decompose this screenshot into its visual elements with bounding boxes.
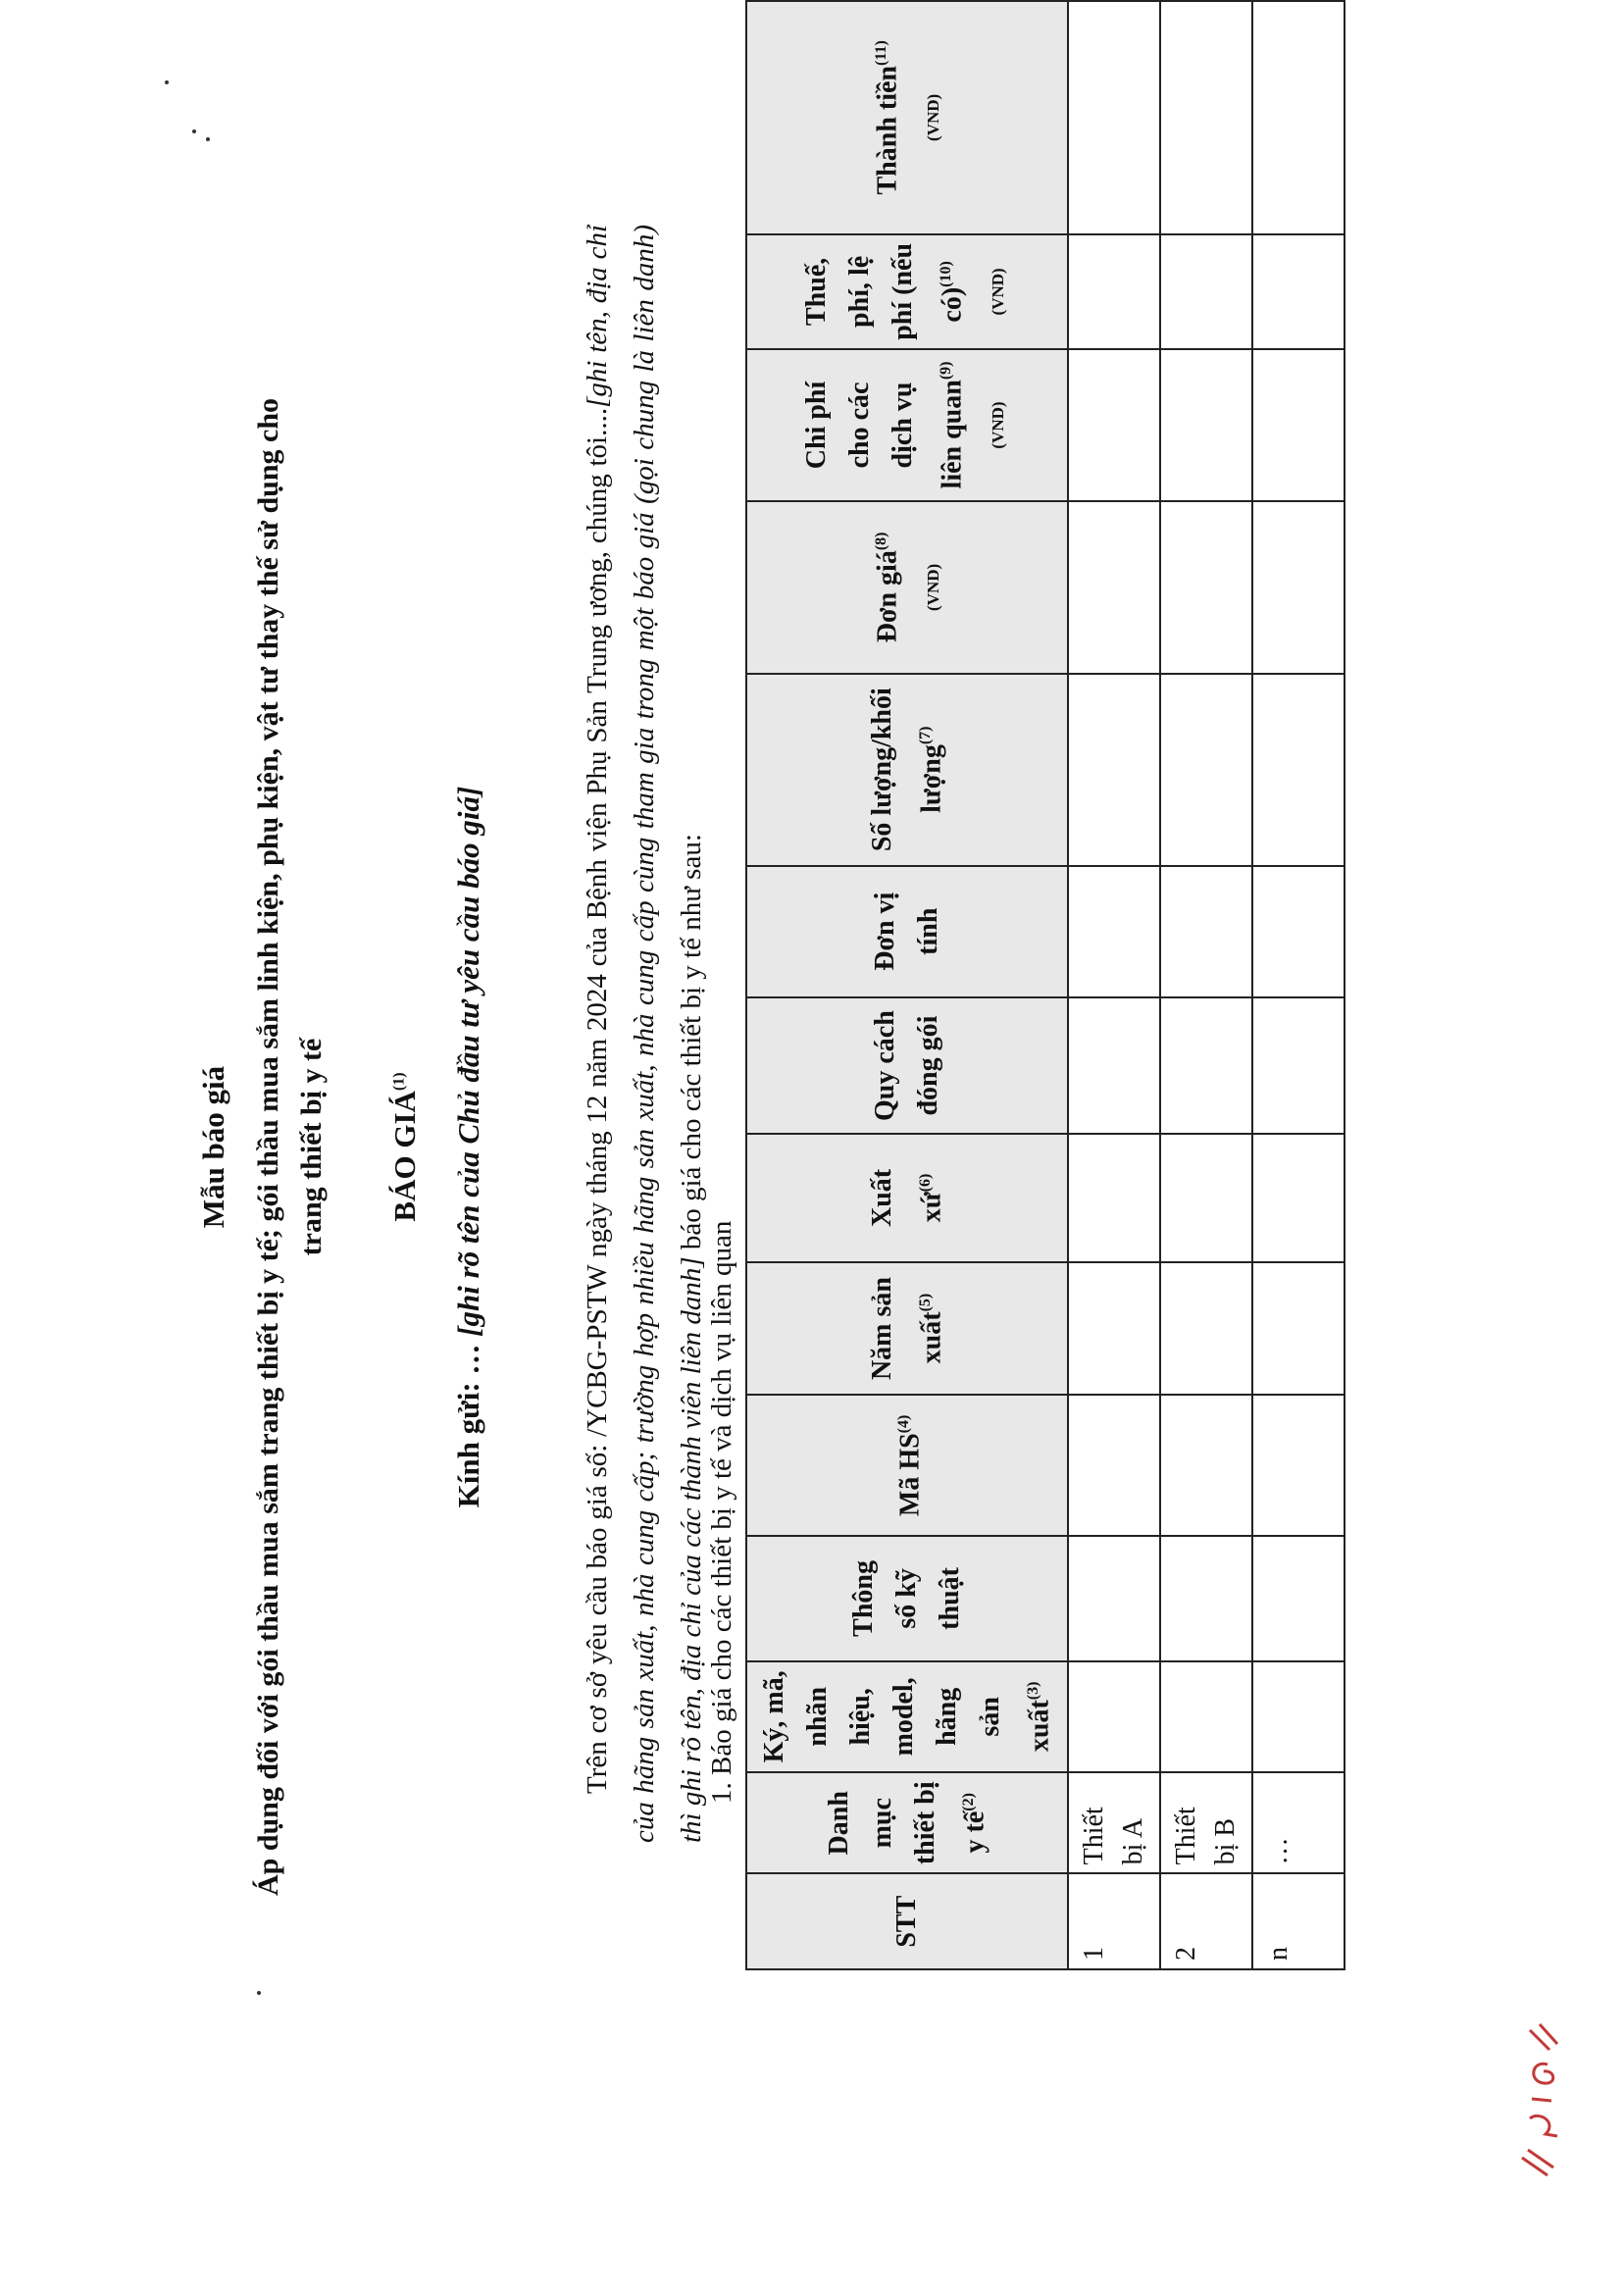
table-cell (1068, 1395, 1160, 1536)
table-cell (1252, 674, 1345, 866)
table-cell (1160, 1, 1252, 234)
table-cell: Thiết bị A (1068, 1772, 1160, 1873)
table-cell (1252, 1395, 1345, 1536)
table-cell (1252, 1134, 1345, 1261)
table-cell (1252, 1262, 1345, 1396)
table-cell (1252, 349, 1345, 501)
table-cell (1068, 234, 1160, 349)
intro-text-2: báo giá cho các thiết bị y tế như sau: (676, 834, 707, 1257)
header-cell (746, 501, 1068, 674)
table-cell (1252, 997, 1345, 1134)
header-note: (8) (872, 532, 889, 551)
scan-speck (192, 129, 196, 133)
header-cell (746, 1262, 1068, 1396)
table-row (1068, 1, 1160, 1969)
table-cell (1252, 1, 1345, 234)
recipient-line (451, 0, 486, 2294)
table-cell (1160, 349, 1252, 501)
table-cell: n (1252, 1873, 1345, 1969)
table-cell (1068, 1536, 1160, 1660)
table-cell (1160, 866, 1252, 997)
header-text: Danh mục thiết bị y tế (824, 1781, 990, 1865)
header-text: Chi phí cho các dịch vụ liên quan (800, 380, 967, 489)
currency-unit: (VND) (988, 401, 1007, 449)
intro-text-1: Trên cơ sở yêu cầu báo giá số: /YCBG-PSTW ngày tháng 12 năm 2024 của Bệnh viện Phụ Sản Trung ương, chúng tôi.... (582, 407, 613, 1794)
header-cell (746, 1873, 1068, 1969)
header-cell (746, 234, 1068, 349)
table-cell: 2 (1160, 1873, 1252, 1969)
applicability-line-1: Áp dụng đối với gói thầu mua sắm trang thiết bị y tế; gói thầu mua sắm linh kiện, phụ kiện, vật tư thay thế sử dụng cho (252, 397, 284, 1897)
header-cell (746, 1134, 1068, 1261)
table-cell (1252, 1661, 1345, 1773)
table-cell (1252, 866, 1345, 997)
header-cell (746, 1772, 1068, 1873)
scan-speck (257, 1991, 261, 1995)
table-cell (1252, 234, 1345, 349)
intro-paragraph (574, 225, 715, 1843)
table-row (1252, 1, 1345, 1969)
header-note: (6) (917, 1173, 934, 1193)
document-title (387, 0, 423, 2294)
scan-speck (206, 137, 210, 141)
header-note: (2) (960, 1793, 977, 1811)
header-text: Năm sản xuất (867, 1277, 947, 1381)
header-text: Quy cách đóng gói (870, 1010, 944, 1121)
header-note: (4) (895, 1414, 912, 1434)
table-cell (1068, 349, 1160, 501)
table-cell (1068, 1134, 1160, 1261)
header-cell (746, 1536, 1068, 1660)
header-text: STT (891, 1895, 923, 1948)
table-cell (1252, 1536, 1345, 1660)
header-text: Đơn giá (871, 550, 902, 643)
header-text: Ký, mã, nhãn hiệu, model, hãng sản xuất (759, 1670, 1055, 1763)
table-cell (1160, 501, 1252, 674)
form-title: Mẫu báo giá (196, 1065, 230, 1229)
table-cell (1160, 1536, 1252, 1660)
header-text: Thông số kỹ thuật (848, 1560, 966, 1637)
table-cell: … (1252, 1772, 1345, 1873)
header-note: (10) (937, 261, 954, 287)
header-text: Xuất xứ (867, 1168, 947, 1228)
header-text: Thuế, phí, lệ phí (nếu có) (800, 242, 967, 340)
applicability-line-2: trang thiết bị y tế (295, 1038, 328, 1256)
currency-unit: (VND) (988, 268, 1007, 316)
table-row (1160, 1, 1252, 1969)
header-note: (5) (917, 1293, 934, 1312)
recipient-label: Kính gửi: … (451, 1344, 485, 1508)
table-header-row (746, 1, 1068, 1969)
intro-text-italic: [ghi tên, địa chỉ của hãng sản xuất, nhà cung cấp; trường hợp nhiều hãng sản xuất, nhà cung cấp cùng tham gia trong một báo giá (gọi chung là liên danh) thì ghi rõ tên, địa chỉ của các thành viên liên danh] (582, 225, 707, 1843)
header-text: Mã HS (894, 1433, 926, 1517)
header-text: Đơn vị tính (870, 892, 944, 971)
handwritten-mark-icon (1510, 2020, 1569, 2187)
header-note: (3) (1025, 1681, 1041, 1701)
table-cell (1252, 501, 1345, 674)
header-cell (746, 997, 1068, 1134)
header-note: (7) (917, 726, 934, 745)
header-cell (746, 674, 1068, 866)
header-cell (746, 1, 1068, 234)
header-note: (9) (937, 361, 954, 381)
table-cell (1160, 1395, 1252, 1536)
table-cell (1068, 674, 1160, 866)
header-cell (746, 866, 1068, 997)
document-title-text: BÁO GIÁ (387, 1091, 422, 1222)
header-text: Thành tiền (871, 66, 902, 195)
table-cell (1068, 501, 1160, 674)
table-cell (1068, 1262, 1160, 1396)
header-note: (11) (872, 40, 889, 66)
table-cell (1160, 997, 1252, 1134)
table-cell: 1 (1068, 1873, 1160, 1969)
table-cell (1160, 1134, 1252, 1261)
table-cell: Thiết bị B (1160, 1772, 1252, 1873)
document-title-note: (1) (390, 1072, 408, 1092)
header-cell (746, 349, 1068, 501)
scan-speck (165, 80, 169, 84)
header-cell (746, 1395, 1068, 1536)
table-cell (1068, 1, 1160, 234)
table-cell (1160, 1262, 1252, 1396)
header-text: Số lượng/khối lượng (867, 688, 947, 852)
table-cell (1068, 866, 1160, 997)
quotation-table (745, 0, 1345, 1970)
table-cell (1068, 997, 1160, 1134)
header-cell (746, 1661, 1068, 1773)
table-cell (1160, 234, 1252, 349)
table-cell (1160, 1661, 1252, 1773)
currency-unit: (VND) (923, 93, 942, 141)
currency-unit: (VND) (923, 563, 942, 611)
section-1-heading: 1. Báo giá cho các thiết bị y tế và dịch vụ liên quan (706, 1220, 737, 1804)
recipient-value: [ghi rõ tên của Chủ đầu tư yêu cầu báo giá] (451, 786, 485, 1337)
table-cell (1068, 1661, 1160, 1773)
table-cell (1160, 674, 1252, 866)
